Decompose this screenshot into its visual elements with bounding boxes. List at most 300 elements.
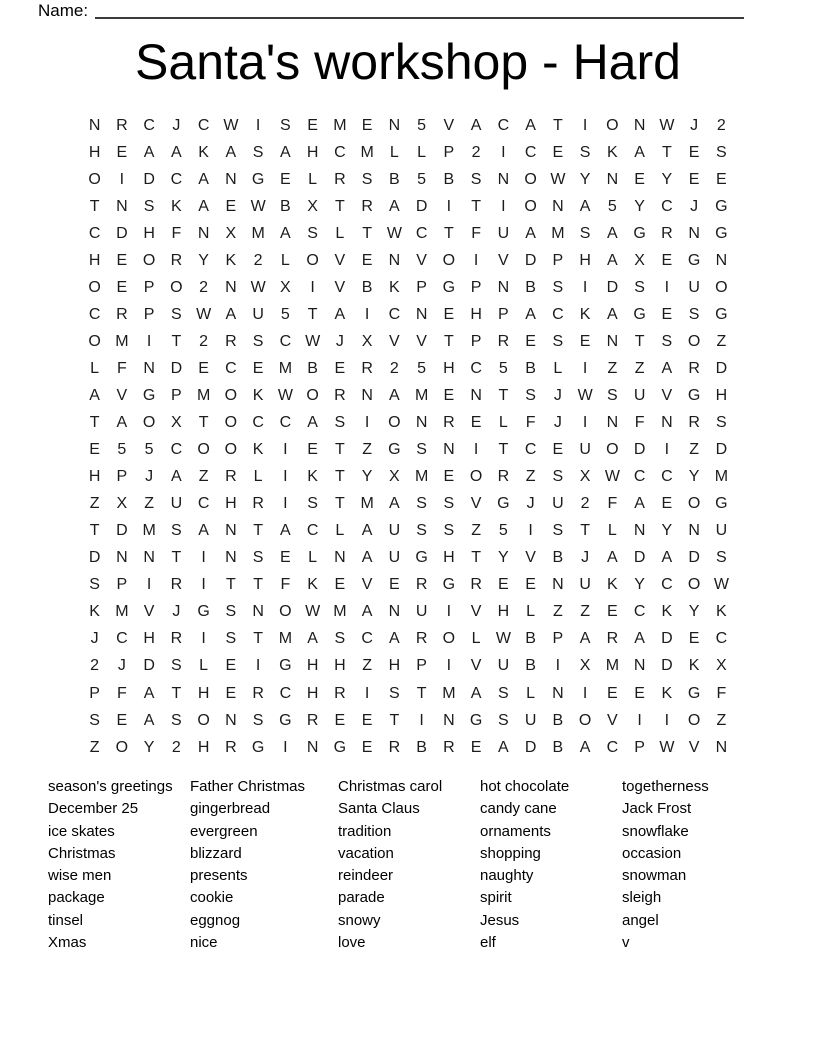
grid-letter: N xyxy=(443,711,455,729)
grid-letter: A xyxy=(280,522,291,540)
grid-letter: N xyxy=(606,414,619,432)
grid-letter: A xyxy=(607,549,618,567)
grid-letter: M xyxy=(333,116,347,134)
grid-letter: R xyxy=(606,630,619,648)
grid-letter: K xyxy=(607,576,618,594)
grid-letter: I xyxy=(201,576,206,594)
grid-letter: X xyxy=(171,414,182,432)
grid-letter: D xyxy=(524,738,537,756)
word-item: ice skates xyxy=(48,822,115,840)
grid-letter: B xyxy=(280,197,291,215)
grid-letter: 2 xyxy=(389,359,399,377)
grid-letter: O xyxy=(715,278,728,296)
grid-letter: S xyxy=(143,197,155,215)
grid-letter: A xyxy=(389,630,400,648)
grid-letter: X xyxy=(307,197,318,215)
word-item: wise men xyxy=(48,867,112,885)
grid-letter: U xyxy=(497,657,510,675)
grid-letter: I xyxy=(283,495,288,513)
grid-letter: O xyxy=(197,711,210,729)
grid-letter: F xyxy=(171,224,182,242)
grid-letter: 5 xyxy=(417,170,427,188)
grid-letter: C xyxy=(88,305,101,323)
grid-letter: E xyxy=(661,305,673,323)
grid-letter: C xyxy=(279,684,292,702)
grid-letter: 5 xyxy=(498,522,508,540)
grid-letter: Z xyxy=(716,711,727,729)
grid-letter: P xyxy=(116,576,128,594)
grid-letter: A xyxy=(661,549,673,567)
word-item: presents xyxy=(190,867,248,885)
grid-letter: H xyxy=(143,630,155,648)
grid-letter: A xyxy=(607,251,618,269)
word-item: evergreen xyxy=(190,822,258,840)
grid-letter: J xyxy=(172,116,181,134)
grid-letter: B xyxy=(525,657,536,675)
grid-letter: R xyxy=(170,630,183,648)
grid-letter: N xyxy=(688,522,700,540)
grid-letter: E xyxy=(470,738,482,756)
grid-letter: A xyxy=(198,170,209,188)
grid-letter: B xyxy=(416,738,427,756)
word-item: tradition xyxy=(338,822,392,840)
grid-letter: S xyxy=(171,711,182,729)
word-list-column xyxy=(190,776,305,954)
grid-letter: D xyxy=(143,170,155,188)
word-item: cookie xyxy=(190,889,234,907)
grid-letter: E xyxy=(225,684,237,702)
grid-letter: Z xyxy=(89,738,100,756)
grid-letter: R xyxy=(116,116,128,134)
grid-letter: O xyxy=(306,386,319,404)
grid-letter: D xyxy=(116,224,128,242)
grid-letter: M xyxy=(115,603,129,621)
grid-letter: S xyxy=(389,684,400,702)
grid-letter: Y xyxy=(579,170,591,188)
grid-letter: L xyxy=(607,522,617,540)
grid-letter: I xyxy=(446,657,452,675)
grid-letter: I xyxy=(582,414,588,432)
grid-letter: N xyxy=(225,549,237,567)
grid-letter: D xyxy=(715,441,728,459)
grid-letter: E xyxy=(361,251,373,269)
grid-letter: N xyxy=(225,711,237,729)
grid-letter: Z xyxy=(716,332,727,350)
grid-letter: V xyxy=(470,495,482,513)
grid-letter: O xyxy=(606,116,619,134)
grid-letter: O xyxy=(279,603,292,621)
grid-letter: B xyxy=(525,630,536,648)
grid-letter: E xyxy=(688,630,700,648)
grid-letter: N xyxy=(715,251,728,269)
grid-letter: M xyxy=(442,684,456,702)
grid-letter: A xyxy=(171,468,182,486)
grid-letter: E xyxy=(307,116,318,134)
grid-letter: A xyxy=(389,386,400,404)
grid-letter: A xyxy=(143,684,155,702)
word-item: gingerbread xyxy=(190,800,271,818)
grid-letter: O xyxy=(224,441,238,459)
grid-letter: U xyxy=(415,603,428,621)
grid-letter: W xyxy=(604,468,620,486)
grid-letter: 5 xyxy=(417,359,427,377)
grid-letter: S xyxy=(252,549,264,567)
grid-letter: W xyxy=(277,386,293,404)
word-item: Christmas carol xyxy=(338,778,443,795)
grid-letter: D xyxy=(633,441,646,459)
word-item: elf xyxy=(480,934,496,952)
grid-letter: V xyxy=(143,603,155,621)
grid-letter: N xyxy=(497,278,510,296)
grid-letter: T xyxy=(171,332,182,350)
grid-letter: V xyxy=(607,711,618,729)
grid-letter: F xyxy=(716,684,727,702)
grid-letter: M xyxy=(414,468,429,486)
grid-letter: S xyxy=(552,522,564,540)
grid-letter: A xyxy=(89,386,100,404)
grid-letter: P xyxy=(470,278,482,296)
grid-letter: R xyxy=(116,305,128,323)
grid-letter: E xyxy=(552,441,564,459)
grid-letter: J xyxy=(90,630,99,648)
grid-letter: Z xyxy=(362,441,373,459)
word-item: love xyxy=(338,934,366,952)
grid-letter: E xyxy=(716,170,727,188)
grid-letter: E xyxy=(225,197,237,215)
grid-letter: A xyxy=(525,224,536,242)
word-item: hot chocolate xyxy=(480,778,570,795)
grid-letter: N xyxy=(415,414,428,432)
grid-letter: A xyxy=(607,224,618,242)
grid-letter: K xyxy=(252,441,264,459)
grid-letter: I xyxy=(446,197,452,215)
grid-letter: K xyxy=(607,143,618,161)
grid-letter: G xyxy=(251,170,265,188)
grid-letter: I xyxy=(146,576,152,594)
grid-letter: 5 xyxy=(498,359,508,377)
grid-letter: W xyxy=(713,576,729,594)
grid-letter: J xyxy=(172,603,181,621)
grid-letter: O xyxy=(88,278,101,296)
grid-letter: S xyxy=(171,522,182,540)
grid-letter: R xyxy=(497,468,510,486)
grid-letter: S xyxy=(307,495,318,513)
grid-letter: A xyxy=(389,495,400,513)
grid-letter: P xyxy=(116,468,128,486)
grid-letter: N xyxy=(388,116,401,134)
grid-letter: Z xyxy=(552,603,563,621)
grid-letter: G xyxy=(715,224,728,242)
grid-letter: F xyxy=(634,414,645,432)
grid-letter: P xyxy=(634,738,645,756)
grid-letter: A xyxy=(334,305,346,323)
grid-letter: K xyxy=(579,305,591,323)
grid-letter: C xyxy=(197,495,210,513)
grid-letter: E xyxy=(634,684,645,702)
grid-letter: I xyxy=(473,441,479,459)
grid-letter: F xyxy=(116,359,127,377)
grid-letter: S xyxy=(716,549,727,567)
grid-letter: V xyxy=(525,549,536,567)
grid-letter: B xyxy=(552,549,564,567)
grid-letter: H xyxy=(306,684,319,702)
grid-letter: W xyxy=(250,197,266,215)
grid-letter: Y xyxy=(634,197,645,215)
grid-letter: W xyxy=(495,630,511,648)
grid-letter: E xyxy=(688,143,700,161)
grid-letter: R xyxy=(170,576,183,594)
grid-letter: A xyxy=(361,522,373,540)
grid-letter: A xyxy=(307,414,318,432)
grid-letter: P xyxy=(416,278,427,296)
grid-letter: I xyxy=(582,116,588,134)
grid-letter: C xyxy=(116,630,128,648)
grid-letter: B xyxy=(361,278,373,296)
grid-letter: 5 xyxy=(417,116,427,134)
grid-letter: F xyxy=(280,576,291,594)
grid-letter: S xyxy=(89,711,100,729)
grid-letter: H xyxy=(306,143,319,161)
grid-letter: F xyxy=(525,414,536,432)
grid-letter: E xyxy=(225,657,237,675)
grid-letter: S xyxy=(552,278,564,296)
grid-letter: S xyxy=(225,630,237,648)
grid-letter: N xyxy=(88,116,101,134)
grid-letter: I xyxy=(310,278,315,296)
grid-letter: O xyxy=(606,441,619,459)
grid-letter: I xyxy=(364,305,370,323)
grid-letter: D xyxy=(143,657,155,675)
grid-letter: J xyxy=(117,657,126,675)
grid-letter: N xyxy=(552,197,564,215)
grid-letter: 2 xyxy=(471,143,481,161)
grid-letter: L xyxy=(417,143,427,161)
grid-letter: I xyxy=(255,657,261,675)
grid-letter: W xyxy=(659,116,675,134)
grid-letter: O xyxy=(170,278,183,296)
grid-letter: E xyxy=(307,441,318,459)
grid-letter: U xyxy=(688,278,700,296)
grid-letter: E xyxy=(607,603,618,621)
grid-letter: O xyxy=(524,170,537,188)
grid-letter: L xyxy=(389,143,399,161)
grid-letter: Y xyxy=(688,468,700,486)
grid-letter: R xyxy=(361,197,373,215)
grid-letter: I xyxy=(555,657,561,675)
grid-letter: A xyxy=(525,116,536,134)
grid-letter: E xyxy=(661,251,673,269)
grid-letter: C xyxy=(88,224,101,242)
grid-letter: E xyxy=(443,386,455,404)
grid-letter: J xyxy=(553,414,562,432)
grid-letter: R xyxy=(334,684,346,702)
grid-letter: K xyxy=(225,251,237,269)
grid-letter: H xyxy=(225,495,237,513)
grid-letter: Y xyxy=(498,549,509,567)
grid-letter: A xyxy=(198,522,209,540)
grid-letter: R xyxy=(225,468,237,486)
grid-letter: R xyxy=(170,251,183,269)
grid-letter: D xyxy=(88,549,101,567)
word-item: snowman xyxy=(622,867,687,885)
grid-letter: E xyxy=(280,170,291,188)
grid-letter: G xyxy=(715,197,728,215)
grid-letter: 2 xyxy=(171,738,181,756)
grid-letter: D xyxy=(415,197,428,215)
grid-letter: N xyxy=(661,414,673,432)
grid-letter: E xyxy=(334,359,346,377)
grid-letter: A xyxy=(198,197,209,215)
grid-letter: U xyxy=(524,711,537,729)
grid-letter: N xyxy=(552,684,564,702)
grid-letter: A xyxy=(470,684,482,702)
grid-letter: V xyxy=(443,116,455,134)
grid-letter: C xyxy=(197,116,210,134)
grid-letter: S xyxy=(252,143,264,161)
grid-letter: O xyxy=(442,251,456,269)
grid-letter: P xyxy=(443,143,455,161)
grid-letter: K xyxy=(89,603,100,621)
grid-letter: D xyxy=(661,657,673,675)
grid-letter: X xyxy=(579,468,591,486)
grid-letter: O xyxy=(442,630,456,648)
grid-letter: U xyxy=(552,495,564,513)
grid-letter: T xyxy=(334,495,345,513)
grid-letter: K xyxy=(307,576,318,594)
grid-letter: C xyxy=(170,170,183,188)
grid-letter: G xyxy=(333,738,347,756)
grid-letter: S xyxy=(688,305,700,323)
grid-letter: C xyxy=(715,630,728,648)
grid-letter: A xyxy=(116,414,128,432)
grid-letter: A xyxy=(634,495,645,513)
grid-letter: R xyxy=(443,414,455,432)
grid-letter: M xyxy=(605,657,620,675)
grid-letter: A xyxy=(307,630,318,648)
grid-letter: W xyxy=(223,116,239,134)
grid-letter: E xyxy=(389,576,400,594)
grid-letter: A xyxy=(389,197,400,215)
grid-letter: B xyxy=(443,170,455,188)
grid-letter: L xyxy=(471,630,481,648)
grid-letter: A xyxy=(280,143,291,161)
grid-letter: V xyxy=(389,332,400,350)
grid-letter: G xyxy=(442,576,456,594)
grid-letter: H xyxy=(579,251,591,269)
grid-letter: G xyxy=(469,711,483,729)
grid-letter: 5 xyxy=(117,441,127,459)
grid-letter: T xyxy=(443,224,454,242)
grid-letter: A xyxy=(634,143,645,161)
grid-letter: C xyxy=(415,224,428,242)
grid-letter: I xyxy=(582,684,588,702)
grid-letter: A xyxy=(661,359,673,377)
grid-letter: W xyxy=(305,332,321,350)
grid-letter: N xyxy=(606,170,619,188)
grid-letter: X xyxy=(225,224,237,242)
word-item: snowflake xyxy=(622,822,689,840)
grid-letter: M xyxy=(278,359,293,377)
grid-letter: U xyxy=(633,386,646,404)
grid-letter: T xyxy=(661,143,672,161)
grid-letter: I xyxy=(146,332,152,350)
grid-letter: S xyxy=(579,143,591,161)
grid-letter: O xyxy=(88,170,101,188)
grid-letter: H xyxy=(197,738,210,756)
grid-letter: X xyxy=(389,468,400,486)
grid-letter: G xyxy=(279,657,292,675)
grid-letter: 2 xyxy=(199,278,209,296)
grid-letter: 2 xyxy=(199,332,209,350)
grid-letter: C xyxy=(306,522,319,540)
grid-letter: N xyxy=(633,116,646,134)
grid-letter: X xyxy=(116,495,128,513)
grid-letter: V xyxy=(334,278,346,296)
grid-letter: G xyxy=(497,495,510,513)
grid-letter: I xyxy=(201,630,206,648)
grid-letter: T xyxy=(334,197,345,215)
grid-letter: G xyxy=(633,224,646,242)
grid-letter: Z xyxy=(198,468,209,486)
grid-letter: T xyxy=(171,549,182,567)
grid-letter: X xyxy=(579,657,591,675)
grid-letter: T xyxy=(171,684,182,702)
grid-letter: L xyxy=(498,414,508,432)
grid-letter: F xyxy=(471,224,482,242)
grid-letter: R xyxy=(415,630,428,648)
grid-letter: I xyxy=(364,684,370,702)
grid-letter: A xyxy=(525,305,536,323)
word-item: eggnog xyxy=(190,911,241,929)
name-blank-line xyxy=(95,2,744,19)
grid-letter: E xyxy=(361,738,373,756)
grid-letter: M xyxy=(551,224,565,242)
grid-letter: V xyxy=(116,386,128,404)
grid-letter: I xyxy=(501,197,506,215)
grid-letter: S xyxy=(661,332,673,350)
grid-letter: U xyxy=(170,495,183,513)
grid-letter: K xyxy=(716,603,727,621)
grid-letter: A xyxy=(634,630,645,648)
word-list-column xyxy=(480,776,569,954)
grid-letter: Z xyxy=(89,495,100,513)
grid-letter: C xyxy=(252,414,264,432)
grid-letter: M xyxy=(142,522,156,540)
grid-letter: N xyxy=(334,549,346,567)
word-list-column xyxy=(48,776,173,954)
grid-letter: E xyxy=(280,549,291,567)
grid-letter: H xyxy=(88,143,101,161)
grid-letter: O xyxy=(115,738,129,756)
grid-letter: E xyxy=(361,711,373,729)
grid-letter: A xyxy=(143,143,155,161)
grid-letter: Y xyxy=(361,468,373,486)
grid-letter: D xyxy=(524,251,537,269)
grid-letter: S xyxy=(334,630,346,648)
word-item: ornaments xyxy=(480,822,551,840)
grid-letter: Z xyxy=(634,359,645,377)
grid-letter: O xyxy=(687,495,701,513)
grid-letter: N xyxy=(443,441,455,459)
grid-letter: S xyxy=(171,657,182,675)
grid-letter: U xyxy=(715,522,728,540)
word-item: angel xyxy=(622,911,659,929)
grid-letter: N xyxy=(633,657,646,675)
grid-letter: R xyxy=(252,495,264,513)
grid-letter: K xyxy=(688,657,700,675)
grid-letter: X xyxy=(634,251,645,269)
grid-letter: L xyxy=(280,251,290,269)
